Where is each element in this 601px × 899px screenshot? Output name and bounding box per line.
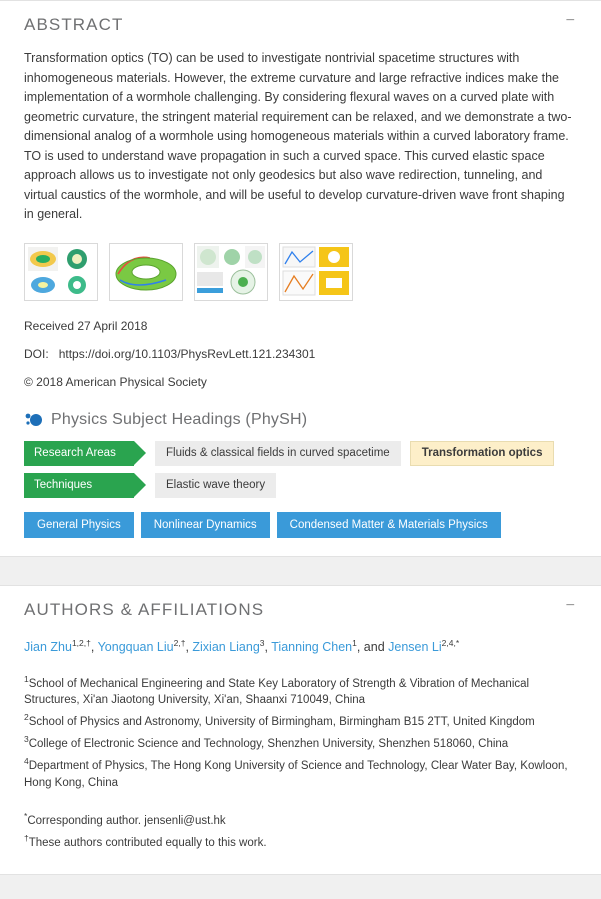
author-link-5[interactable]: Jensen Li xyxy=(388,639,442,654)
collapse-authors-button[interactable]: − xyxy=(565,596,575,614)
affiliation-marker-2: 2 xyxy=(24,712,29,723)
figure-thumbnail-4[interactable] xyxy=(279,243,353,301)
affiliation-marker-3: 3 xyxy=(24,734,29,745)
figure-thumbnail-2[interactable] xyxy=(109,243,183,301)
abstract-body: Transformation optics (TO) can be used to investigate nontrivial spacetime structures with inhomogeneous materials. However, the extreme curvature and large refractive indices make the implementation of a wormhole challenging. By considering flexural waves on a curved plate with geometric curvature, the stringent material requirement can be relaxed, and we demonstrate a two-dimensional analog of a wormhole using homogeneous materials within a curved laboratory frame. TO is used to understand wave propagation in such a curved space. This curved elastic space approach allows us to investigate not only geodesics but also wave redirection, tunneling, and virtual caustics of the wormhole, and will be useful to develop curvature-driven wave front shaping in general. xyxy=(24,51,572,221)
note-marker-1: * xyxy=(24,810,28,821)
collection-general-physics[interactable]: General Physics xyxy=(24,512,134,538)
author-sup-4: 1 xyxy=(352,637,357,648)
affiliation-text-4: Department of Physics, The Hong Kong University of Science and Technology, Clear Water Bay, Kowloon, Hong Kong, China xyxy=(24,759,568,789)
note-text-1: Corresponding author. jensenli@ust.hk xyxy=(27,814,226,827)
affiliation-3 xyxy=(24,731,577,753)
author-notes xyxy=(24,808,577,852)
author-sep-4: , and xyxy=(356,639,389,654)
collapse-abstract-button[interactable]: − xyxy=(565,12,575,29)
author-sup-1: 1,2,† xyxy=(71,637,91,648)
doi-label: DOI: xyxy=(24,346,49,361)
physh-header xyxy=(24,411,577,429)
physh-tag-transformation-optics[interactable]: Transformation optics xyxy=(410,441,555,466)
author-link-1[interactable]: Jian Zhu xyxy=(24,639,72,654)
physh-category-techniques[interactable]: Techniques xyxy=(24,473,134,498)
abstract-header xyxy=(24,12,577,49)
authors-list xyxy=(24,634,577,657)
affiliation-2 xyxy=(24,709,577,731)
physh-category-research-areas[interactable]: Research Areas xyxy=(24,441,134,466)
collection-nonlinear-dynamics[interactable]: Nonlinear Dynamics xyxy=(141,512,270,538)
figure-thumbnail-3[interactable] xyxy=(194,243,268,301)
note-text-2: These authors contributed equally to this work. xyxy=(28,836,267,849)
affiliations-list xyxy=(24,671,577,792)
received-date: Received 27 April 2018 xyxy=(24,318,148,333)
physh-row-research-areas xyxy=(24,441,577,466)
physh-row-techniques xyxy=(24,473,577,498)
author-sep-1: , xyxy=(90,639,98,654)
note-corresponding-author xyxy=(24,808,577,830)
affiliation-marker-4: 4 xyxy=(24,756,29,767)
affiliation-marker-1: 1 xyxy=(24,673,29,684)
collection-condensed-matter[interactable]: Condensed Matter & Materials Physics xyxy=(277,512,501,538)
physh-tag-elastic-wave-theory[interactable]: Elastic wave theory xyxy=(155,473,276,498)
affiliation-1 xyxy=(24,671,577,710)
note-equal-contribution xyxy=(24,830,577,852)
physh-collections xyxy=(24,512,577,538)
abstract-title: ABSTRACT xyxy=(24,15,124,34)
affiliation-text-1: School of Mechanical Engineering and State Key Laboratory of Strength & Vibration of Mechanical Structures, Xi'an Jiaotong University, Xi'an, Shaanxi 710049, China xyxy=(24,677,530,707)
author-sup-2: 2,† xyxy=(173,637,186,648)
physh-tag-fluids-classical-fields[interactable]: Fluids & classical fields in curved spacetime xyxy=(155,441,401,466)
author-sup-5: 2,4,* xyxy=(441,637,460,648)
physh-logo-icon xyxy=(24,411,44,429)
note-marker-2: † xyxy=(24,832,29,843)
figure-thumbnail-1[interactable] xyxy=(24,243,98,301)
author-sup-3: 3 xyxy=(259,637,265,648)
affiliation-text-2: School of Physics and Astronomy, University of Birmingham, Birmingham B15 2TT, United Kingdom xyxy=(28,716,535,729)
author-link-2[interactable]: Yongquan Liu xyxy=(97,639,174,654)
figure-thumbnail-strip xyxy=(24,243,577,301)
doi-line xyxy=(24,347,577,361)
affiliation-text-3: College of Electronic Science and Technology, Shenzhen University, Shenzhen 518060, China xyxy=(28,738,509,751)
author-sep-2: , xyxy=(185,639,193,654)
copyright-line: © 2018 American Physical Society xyxy=(24,374,207,389)
author-sep-3: , xyxy=(264,639,272,654)
author-link-3[interactable]: Zixian Liang xyxy=(192,639,260,654)
section-divider xyxy=(0,557,601,585)
author-link-4[interactable]: Tianning Chen xyxy=(271,639,353,654)
authors-header xyxy=(24,596,577,634)
affiliation-4 xyxy=(24,753,577,792)
authors-title: AUTHORS & AFFILIATIONS xyxy=(24,599,265,619)
doi-link[interactable]: https://doi.org/10.1103/PhysRevLett.121.234301 xyxy=(58,346,316,361)
authors-section xyxy=(0,585,601,875)
physh-title: Physics Subject Headings (PhySH) xyxy=(51,410,308,428)
